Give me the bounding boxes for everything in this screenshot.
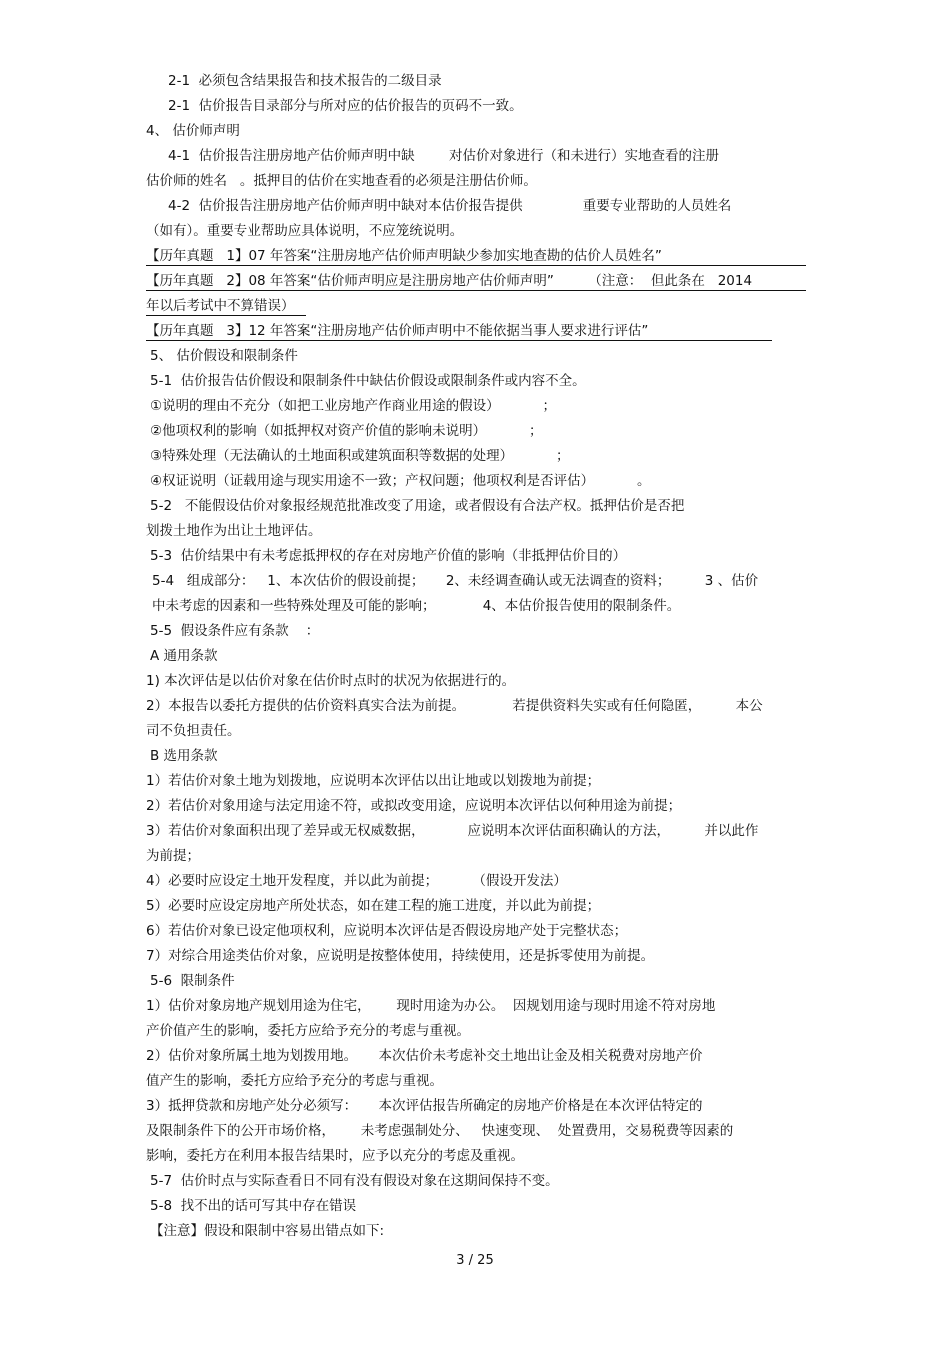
text-line: 3）若估价对象面积出现了差异或无权威数据， 应说明本次评估面积确认的方法， 并以此作 [146,823,759,839]
text-line: A 通用条款 [150,648,218,664]
exam-question-line: 年以后考试中不算错误） [146,297,306,316]
text-line: 1) 本次评估是以估价对象在估价时点时的状况为依据进行的。 [146,673,516,689]
text-line: 5-8 找不出的话可写其中存在错误 [150,1198,357,1214]
text-line: 5-2 不能假设估价对象报经规范批准改变了用途，或者假设有合法产权。抵押估价是否把 [150,498,685,514]
text-line: 2-1 估价报告目录部分与所对应的估价报告的页码不一致。 [168,98,523,114]
text-line: 2）估价对象所属土地为划拨用地。 本次估价未考虑补交土地出让金及相关税费对房地产价 [146,1048,703,1064]
text-line: 2）本报告以委托方提供的估价资料真实合法为前提。 若提供资料失实或有任何隐匿， 本公 [146,698,763,714]
text-line: 1）若估价对象土地为划拨地，应说明本次评估以出让地或以划拨地为前提； [146,773,601,789]
text-line: 6）若估价对象已设定他项权利，应说明本次评估是否假设房地产处于完整状态； [146,923,628,939]
list-item: ③特殊处理（无法确认的土地面积或建筑面积等数据的处理） ； [150,448,570,464]
text-line: 估价师的姓名 。抵押目的估价在实地查看的必须是注册估价师。 [146,173,537,189]
text-line: B 选用条款 [150,748,218,764]
text-line: 3）抵押贷款和房地产处分必须写： 本次评估报告所确定的房地产价格是在本次评估特定的 [146,1098,703,1114]
text-line: 5-7 估价时点与实际查看日不同有没有假设对象在这期间保持不变。 [150,1173,559,1189]
text-line: 影响，委托方在利用本报告结果时，应予以充分的考虑及重视。 [146,1148,524,1164]
exam-question-line: 【历年真题 2】08 年答案“估价师声明应是注册房地产估价师声明” （注意： 但此条在 2014 [146,272,806,291]
text-line: 划拨土地作为出让土地评估。 [146,523,322,539]
text-line: 5-1 估价报告估价假设和限制条件中缺估价假设或限制条件或内容不全。 [150,373,586,389]
text-line: 【注意】假设和限制中容易出错点如下: [150,1223,385,1239]
text-line: 1）估价对象房地产规划用途为住宅， 现时用途为办公。 因规划用途与现时用途不符对房地 [146,998,716,1014]
text-line: 7）对综合用途类估价对象，应说明是按整体使用，持续使用，还是拆零使用为前提。 [146,948,655,964]
text-line: 5-3 估价结果中有未考虑抵押权的存在对房地产价值的影响（非抵押估价目的） [150,548,627,564]
text-line: 5-6 限制条件 [150,973,235,989]
text-line: 产价值产生的影响，委托方应给予充分的考虑与重视。 [146,1023,470,1039]
text-line: 司不负担责任。 [146,723,241,739]
text-line: 5）必要时应设定房地产所处状态，如在建工程的施工进度，并以此为前提； [146,898,601,914]
text-line: 4）必要时应设定土地开发程度，并以此为前提； （假设开发法） [146,873,567,889]
exam-question-line: 【历年真题 3】12 年答案“注册房地产估价师声明中不能依据当事人要求进行评估” [146,322,772,341]
text-line: 中未考虑的因素和一些特殊处理及可能的影响； 4、本估价报告使用的限制条件。 [152,598,681,614]
text-line: 5-4 组成部分： 1、本次估价的假设前提； 2、未经调查确认或无法调查的资料； 3 、估价 [152,573,759,589]
text-line: 2）若估价对象用途与法定用途不符，或拟改变用途，应说明本次评估以何种用途为前提； [146,798,682,814]
text-line: （如有）。重要专业帮助应具体说明，不应笼统说明。 [146,223,464,239]
text-line: 4-2 估价报告注册房地产估价师声明中缺对本估价报告提供 重要专业帮助的人员姓名 [168,198,732,214]
text-line: 值产生的影响，委托方应给予充分的考虑与重视。 [146,1073,443,1089]
text-line: 5-5 假设条件应有条款 ： [150,623,320,639]
section-heading: 5、 估价假设和限制条件 [150,348,298,364]
list-item: ②他项权利的影响（如抵押权对资产价值的影响未说明） ； [150,423,543,439]
exam-question-line: 【历年真题 1】07 年答案“注册房地产估价师声明缺少参加实地查勘的估价人员姓名” [146,247,806,266]
text-line: 2-1 必须包含结果报告和技术报告的二级目录 [168,73,442,89]
list-item: ①说明的理由不充分（如把工业房地产作商业用途的假设） ； [150,398,557,414]
section-heading: 4、 估价师声明 [146,123,240,139]
text-line: 为前提； [146,848,200,864]
list-item: ④权证说明（证载用途与现实用途不一致；产权问题；他项权利是否评估） 。 [150,473,651,489]
page-number: 3 / 25 [456,1253,494,1268]
text-line: 及限制条件下的公开市场价格， 未考虑强制处分、 快速变现、 处置费用，交易税费等因素的 [146,1123,734,1139]
text-line: 4-1 估价报告注册房地产估价师声明中缺 对估价对象进行（和未进行）实地查看的注册 [168,148,719,164]
